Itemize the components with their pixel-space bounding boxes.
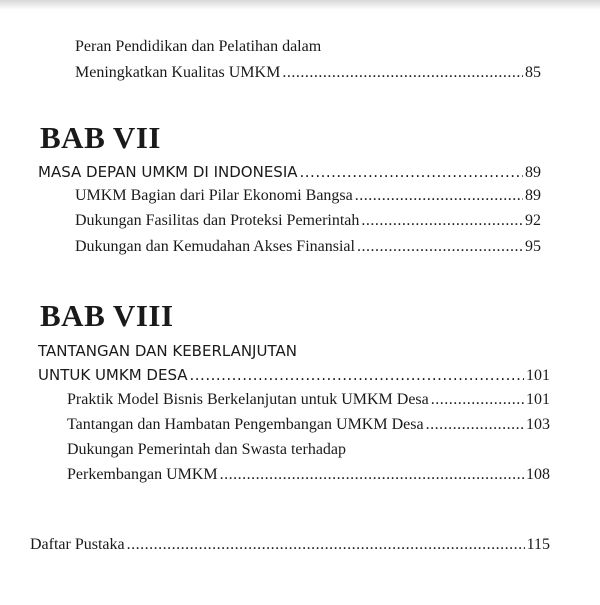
chapter-heading: BAB VIII: [40, 298, 174, 333]
toc-entry-page: 108: [526, 466, 550, 483]
toc-entry-page: 85: [525, 64, 541, 81]
chapter-title: [38, 366, 550, 385]
chapter-title-text: MASA DEPAN UMKM DI INDONESIA: [38, 163, 298, 181]
page-top-edge: [0, 0, 600, 10]
toc-entry-page: 103: [526, 416, 550, 433]
chapter-page: 101: [526, 367, 550, 384]
chapter-title: [38, 163, 541, 182]
toc-entry-page: 95: [525, 238, 541, 255]
dot-leader: [361, 212, 523, 230]
dot-leader: [190, 366, 524, 384]
dot-leader: [431, 391, 524, 409]
toc-entry: [67, 416, 550, 434]
toc-entry-title: UMKM Bagian dari Pilar Ekonomi Bangsa: [75, 187, 353, 204]
bibliography-title: Daftar Pustaka: [30, 536, 125, 553]
dot-leader: [355, 187, 523, 205]
toc-entry-title: Meningkatkan Kualitas UMKM: [75, 64, 281, 81]
toc-entry: [75, 212, 541, 230]
toc-entry-title: Perkembangan UMKM: [67, 466, 218, 483]
chapter-title-text: UNTUK UMKM DESA: [38, 366, 188, 384]
toc-entry: [75, 187, 541, 205]
toc-entry-title: Peran Pendidikan dan Pelatihan dalam: [75, 38, 322, 55]
toc-entry: [75, 64, 541, 82]
toc-entry: [75, 238, 541, 256]
toc-entry: [67, 391, 550, 409]
toc-entry-page: 92: [525, 212, 541, 229]
bibliography-entry: [30, 536, 550, 554]
chapter-heading: BAB VII: [40, 120, 161, 155]
toc-entry: [67, 441, 346, 459]
bibliography-page: 115: [526, 536, 550, 553]
toc-entry-title: Dukungan dan Kemudahan Akses Finansial: [75, 238, 355, 255]
chapter-title: [38, 342, 297, 360]
toc-entry-page: 101: [526, 391, 550, 408]
dot-leader: [220, 466, 524, 484]
chapter-page: 89: [525, 164, 541, 181]
toc-entry-title: Dukungan Pemerintah dan Swasta terhadap: [67, 441, 347, 458]
toc-entry-page: 89: [525, 187, 541, 204]
dot-leader: [127, 536, 525, 554]
toc-entry-title: Dukungan Fasilitas dan Proteksi Pemerintah: [75, 212, 360, 229]
dot-leader: [426, 416, 524, 434]
toc-entry-title: Tantangan dan Hambatan Pengembangan UMKM Desa: [67, 416, 424, 433]
chapter-title-text: TANTANGAN DAN KEBERLANJUTAN: [38, 342, 297, 360]
toc-entry-title: Praktik Model Bisnis Berkelanjutan untuk UMKM Desa: [67, 391, 429, 408]
toc-entry: [75, 38, 321, 56]
dot-leader: [300, 163, 523, 181]
dot-leader: [282, 64, 523, 82]
dot-leader: [357, 238, 523, 256]
toc-entry: [67, 466, 550, 484]
